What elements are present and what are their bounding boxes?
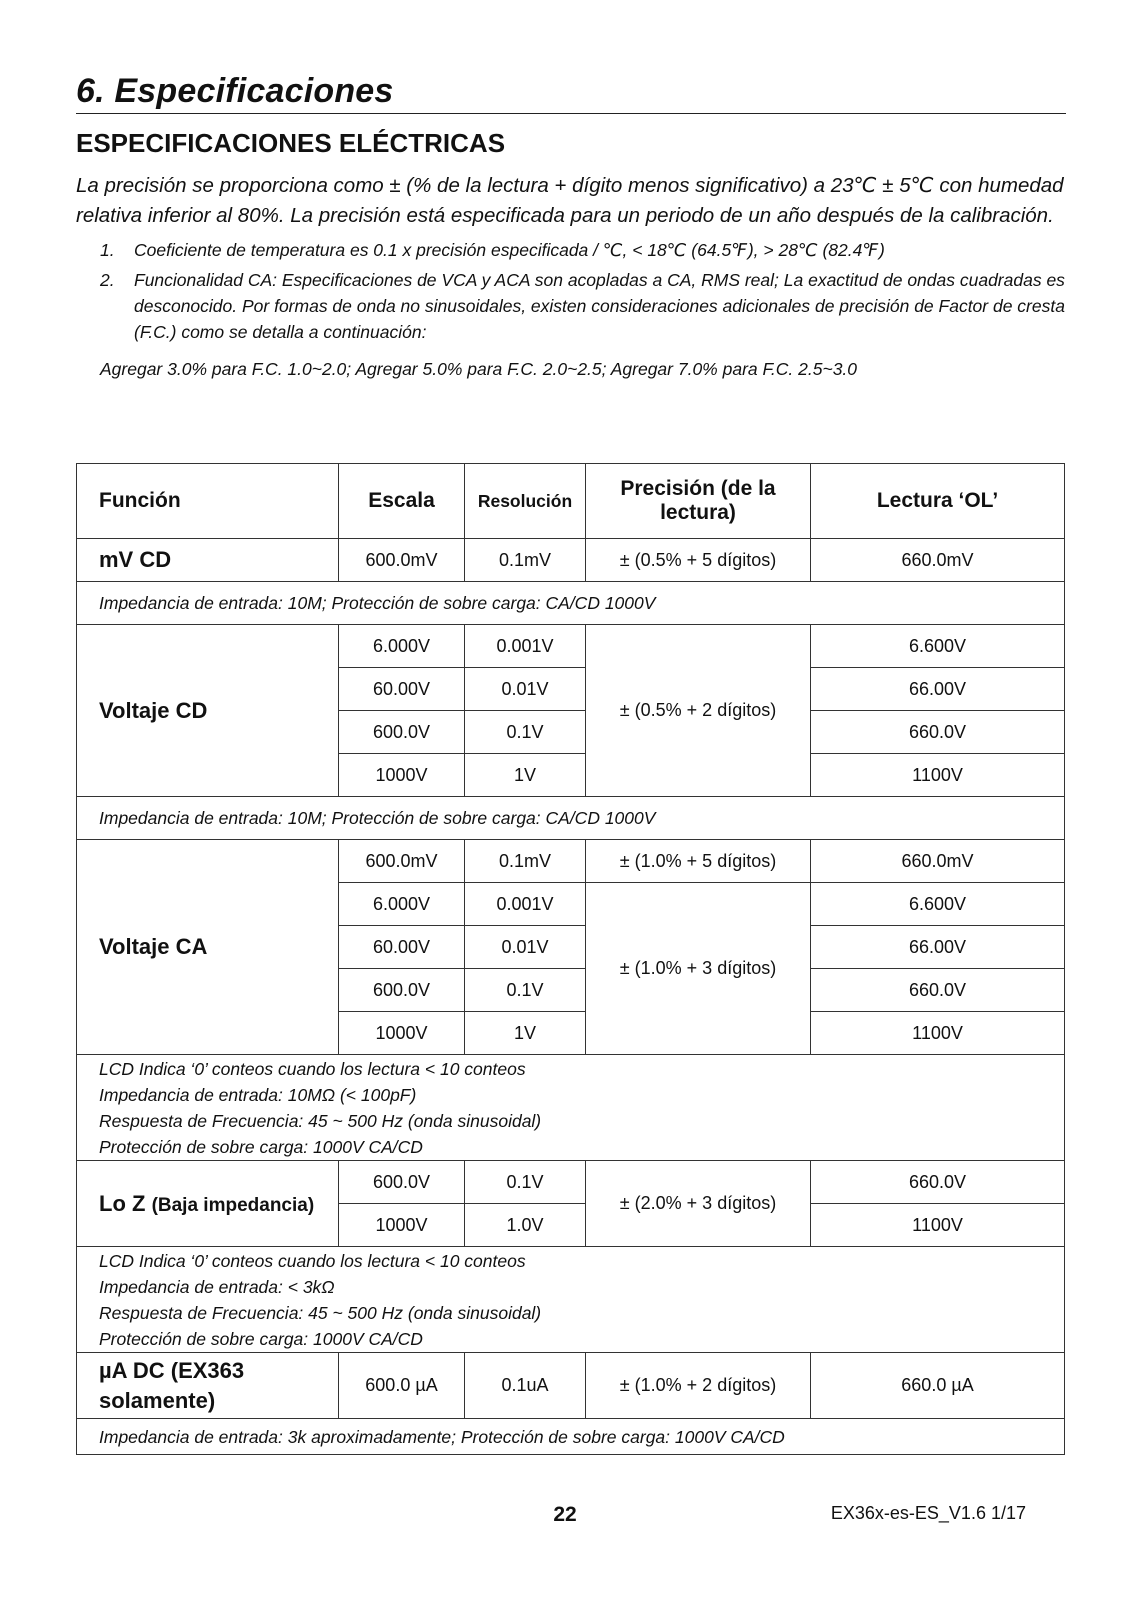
function-uadc: µA DC (EX363 solamente) [77,1353,339,1419]
note-row [77,1419,1065,1455]
cell-resolucion: 1.0V [465,1204,586,1247]
table-row [77,840,1065,883]
table-row [77,1161,1065,1204]
cell-ol: 1100V [811,1204,1065,1247]
header-ol: Lectura ‘OL’ [811,464,1065,539]
cell-resolucion: 0.1V [465,1161,586,1204]
cell-escala: 60.00V [339,926,465,969]
cell-escala: 1000V [339,754,465,797]
page-header [76,72,1066,380]
note-row [77,1247,1065,1353]
cell-ol: 66.00V [811,926,1065,969]
function-vcd: Voltaje CD [77,625,339,797]
cell-resolucion: 1V [465,1012,586,1055]
cell-precision: ± (0.5% + 2 dígitos) [586,625,811,797]
cell-precision: ± (1.0% + 3 dígitos) [586,883,811,1055]
note-item: 1. Coeficiente de temperatura es 0.1 x precisión especificada / ℃, < 18℃ (64.5℉), > 28℃ (82.4℉) [100,240,885,260]
function-vca: Voltaje CA [77,840,339,1055]
table-row [77,625,1065,668]
cell-resolucion: 0.1V [465,711,586,754]
spec-table [76,463,1065,1455]
crest-factor-note: Agregar 3.0% para F.C. 1.0~2.0; Agregar 5.0% para F.C. 2.0~2.5; Agregar 7.0% para F.C. 2.5~3.0 [100,359,858,379]
cell-resolucion: 1V [465,754,586,797]
intro-paragraph: La precisión se proporciona como ± (% de la lectura + dígito menos significativo) a 23℃ ± 5℃ con humedad relativa inferior al 80%. La precisión está especificada para un periodo de un año después de la calibración. [76,174,1064,227]
cell-escala: 6.000V [339,883,465,926]
note-loz: LCD Indica ‘0’ conteos cuando los lectura < 10 conteos Impedancia de entrada: < 3kΩ Respuesta de Frecuencia: 45 ~ 500 Hz (onda sinusoidal) Protección de sobre carga: 1000V CA/CD [77,1247,1065,1353]
cell-resolucion: 0.001V [465,625,586,668]
cell-resolucion: 0.01V [465,668,586,711]
cell-ol: 1100V [811,1012,1065,1055]
cell-resolucion: 0.1V [465,969,586,1012]
document-id: EX36x-es-ES_V1.6 1/17 [830,1503,1026,1523]
cell-precision: ± (1.0% + 5 dígitos) [586,840,811,883]
note-vcd: Impedancia de entrada: 10M; Protección de sobre carga: CA/CD 1000V [77,797,1065,840]
cell-resolucion: 0.1uA [465,1353,586,1419]
cell-ol: 660.0 µA [811,1353,1065,1419]
cell-ol: 6.600V [811,625,1065,668]
function-mvcd: mV CD [77,539,339,582]
cell-precision: ± (2.0% + 3 dígitos) [586,1161,811,1247]
cell-ol: 660.0V [811,711,1065,754]
cell-resolucion: 0.01V [465,926,586,969]
header-escala: Escala [339,464,465,539]
cell-ol: 660.0mV [811,840,1065,883]
cell-escala: 600.0mV [339,840,465,883]
subtitle: ESPECIFICACIONES ELÉCTRICAS [76,128,506,158]
header-funcion: Función [77,464,339,539]
note-row [77,582,1065,625]
table-header-row [77,464,1065,539]
note-uadc: Impedancia de entrada: 3k aproximadamente; Protección de sobre carga: 1000V CA/CD [77,1419,1065,1455]
cell-escala: 600.0V [339,969,465,1012]
cell-ol: 6.600V [811,883,1065,926]
note-row [77,797,1065,840]
cell-ol: 660.0V [811,969,1065,1012]
function-loz: Lo Z (Baja impedancia) [77,1161,339,1247]
note-vca: LCD Indica ‘0’ conteos cuando los lectura < 10 conteos Impedancia de entrada: 10MΩ (< 100pF) Respuesta de Frecuencia: 45 ~ 500 Hz (onda sinusoidal) Protección de sobre carga: 1000V CA/CD [77,1055,1065,1161]
cell-ol: 66.00V [811,668,1065,711]
cell-escala: 60.00V [339,668,465,711]
note-item: 2. Funcionalidad CA: Especificaciones de VCA y ACA son acopladas a CA, RMS real; La exactitud de ondas cuadradas es desconocido. Por formas de onda no sinusoidales, existen consideraciones adicionales de precisión de Factor de cresta (F.C.) como se detalla a continuación: [100,270,1065,342]
cell-ol: 660.0V [811,1161,1065,1204]
cell-escala: 1000V [339,1012,465,1055]
section-title: 6. Especificaciones [76,72,1066,114]
cell-escala: 600.0V [339,711,465,754]
cell-escala: 6.000V [339,625,465,668]
cell-escala: 600.0mV [339,539,465,582]
cell-precision: ± (1.0% + 2 dígitos) [586,1353,811,1419]
note-row [77,1055,1065,1161]
note-mvcd: Impedancia de entrada: 10M; Protección de sobre carga: CA/CD 1000V [77,582,1065,625]
cell-escala: 600.0V [339,1161,465,1204]
header-resolucion: Resolución [465,464,586,539]
notes-list [76,237,1066,345]
cell-ol: 1100V [811,754,1065,797]
cell-resolucion: 0.001V [465,883,586,926]
header-precision: Precisión (de la lectura) [586,464,811,539]
cell-resolucion: 0.1mV [465,840,586,883]
cell-escala: 1000V [339,1204,465,1247]
cell-escala: 600.0 µA [339,1353,465,1419]
page-number: 22 [553,1503,577,1526]
cell-ol: 660.0mV [811,539,1065,582]
table-row [77,1353,1065,1419]
cell-resolucion: 0.1mV [465,539,586,582]
cell-precision: ± (0.5% + 5 dígitos) [586,539,811,582]
table-row [77,539,1065,582]
